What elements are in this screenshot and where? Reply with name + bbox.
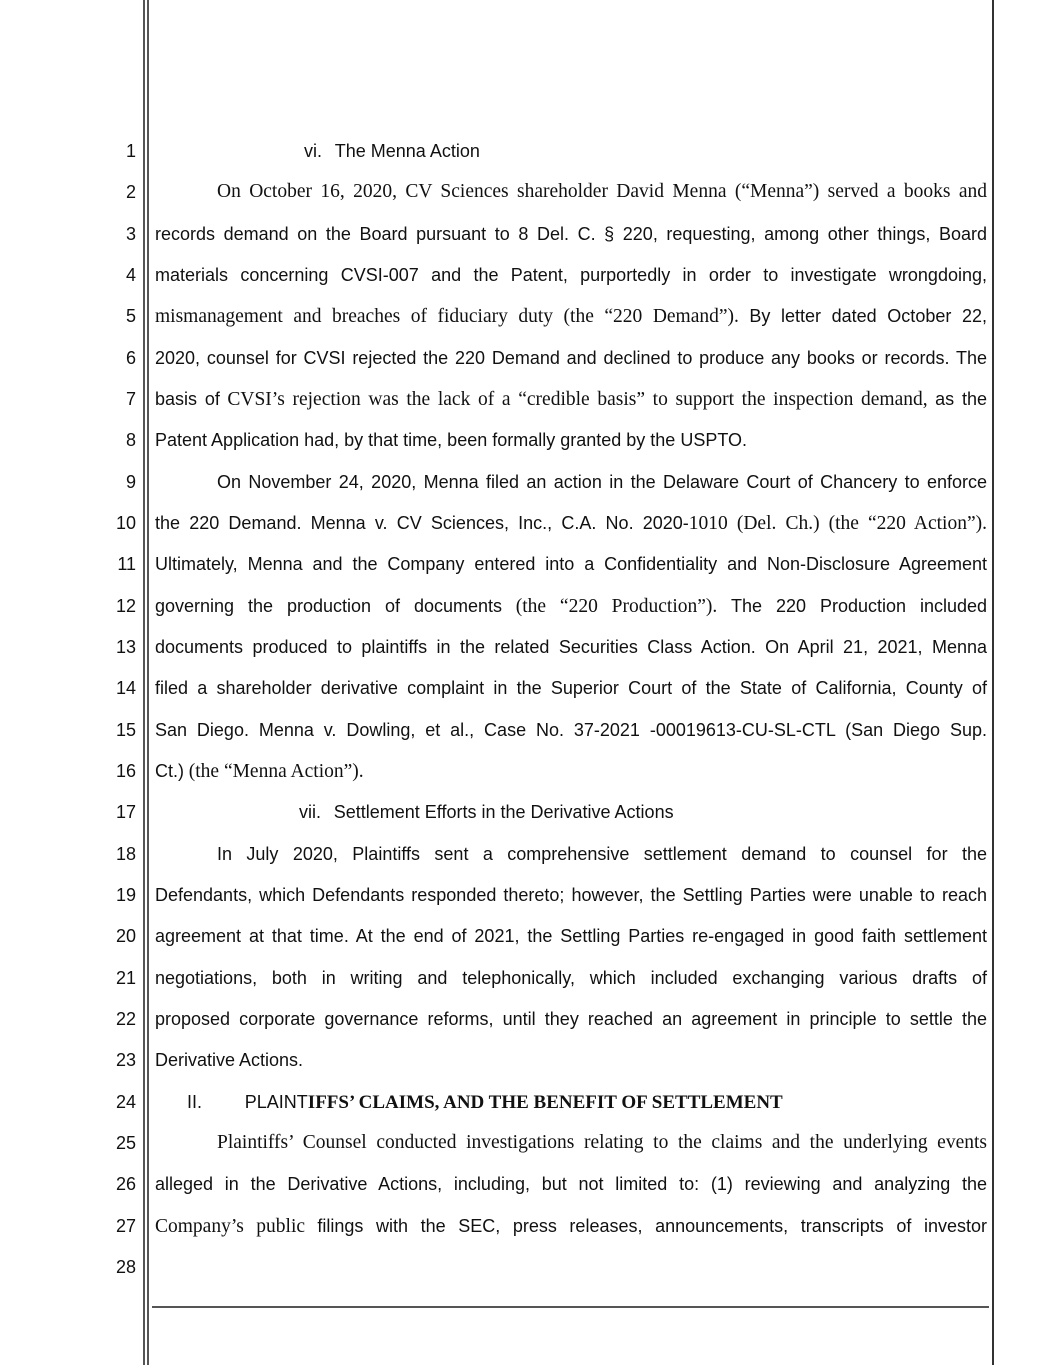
section-title-part: PLAINT <box>244 1092 308 1112</box>
text-run: the 220 Demand. Menna v. CV Sciences, Inc., C.A. No. 2020- <box>155 513 689 533</box>
text-run: Patent Application had, by that time, been formally granted by the USPTO. <box>155 430 748 450</box>
line-number: 8 <box>125 430 136 450</box>
section-numeral: II. <box>187 1092 203 1112</box>
text-run: Ultimately, Menna and the Company entered into a Confidentiality and Non-Disclosure Agreement <box>155 554 987 574</box>
section-numeral: vii. <box>299 802 321 822</box>
text-run: In July 2020, Plaintiffs sent a comprehensive settlement demand to counsel for the <box>217 844 987 864</box>
text-run: documents produced to plaintiffs in the related Securities Class Action. On April 21, 2021, Menna <box>155 637 987 657</box>
body-line-16 <box>155 757 987 785</box>
text-run: governing the production of documents <box>155 596 503 616</box>
body-line-26 <box>155 1170 987 1198</box>
line-number: 4 <box>125 265 136 285</box>
body-line-13 <box>155 633 987 661</box>
text-run: agreement at that time. At the end of 2021, the Settling Parties re-engaged in good faith settlement <box>155 926 987 946</box>
text-run: as the <box>935 389 987 409</box>
body-line-25 <box>155 1129 987 1157</box>
text-run: filed a shareholder derivative complaint in the Superior Court of the State of California, County of <box>155 678 987 698</box>
text-run: mismanagement and breaches of fiduciary duty (the “220 Demand”). <box>155 306 739 327</box>
body-line-4 <box>155 261 987 289</box>
body-line-19 <box>155 881 987 909</box>
body-line-5 <box>155 302 987 330</box>
body-line-6 <box>155 344 987 372</box>
section-numeral: vi. <box>304 141 322 161</box>
line-number: 7 <box>125 389 136 409</box>
section-title: The Menna Action <box>334 141 480 161</box>
left-margin-rule-outer <box>143 0 145 1365</box>
text-run: negotiations, both in writing and telephonically, which included exchanging various drafts of <box>155 968 987 988</box>
text-run: materials concerning CVSI-007 and the Patent, purportedly in order to investigate wrongdoing, <box>155 265 987 285</box>
text-run: Defendants, which Defendants responded thereto; however, the Settling Parties were unable to reach <box>155 885 987 905</box>
text-run: records demand on the Board pursuant to 8 Del. C. § 220, requesting, among other things, Board <box>155 224 987 244</box>
text-run: CVSI’s rejection was the lack of a “credible basis” to support the inspection demand, <box>227 389 928 410</box>
body-line-21 <box>155 964 987 992</box>
text-run: basis of <box>155 389 220 409</box>
right-margin-rule <box>992 0 994 1365</box>
line-number: 12 <box>115 596 136 616</box>
text-run: Ct.) <box>155 761 184 781</box>
line-number: 1 <box>125 141 136 161</box>
text-run: proposed corporate governance reforms, until they reached an agreement in principle to settle the <box>155 1009 987 1029</box>
left-margin-rule-inner <box>147 0 149 1365</box>
line-number: 25 <box>115 1133 136 1153</box>
line-number: 13 <box>115 637 136 657</box>
text-run: alleged in the Derivative Actions, including, but not limited to: (1) reviewing and analyzing the <box>155 1174 987 1194</box>
text-run: Plaintiffs’ Counsel conducted investigations relating to the claims and the underlying events <box>217 1132 987 1153</box>
line-number: 27 <box>115 1216 136 1236</box>
body-line-22 <box>155 1005 987 1033</box>
text-run: Derivative Actions. <box>155 1050 304 1070</box>
body-line-10 <box>155 509 987 537</box>
body-line-11 <box>155 550 987 578</box>
section-heading-vi <box>304 137 704 165</box>
line-number: 21 <box>115 968 136 988</box>
text-run: On October 16, 2020, CV Sciences shareholder David Menna (“Menna”) served a books and <box>217 181 987 202</box>
body-line-14 <box>155 674 987 702</box>
text-run: 1010 (Del. Ch.) (the “220 Action”). <box>688 513 987 534</box>
line-number: 11 <box>117 554 136 574</box>
body-line-18 <box>155 840 987 868</box>
line-number: 9 <box>125 472 136 492</box>
section-title: Settlement Efforts in the Derivative Actions <box>333 802 674 822</box>
text-run: (the “220 Production”). <box>515 596 718 617</box>
text-run: Company’s public <box>155 1216 306 1237</box>
body-line-27 <box>155 1212 987 1240</box>
body-line-7 <box>155 385 987 413</box>
section-heading-vii <box>299 798 799 826</box>
line-number: 22 <box>115 1009 136 1029</box>
footer-rule <box>152 1306 989 1308</box>
line-number: 6 <box>125 348 136 368</box>
body-line-8 <box>155 426 987 454</box>
text-run: filings with the SEC, press releases, announcements, transcripts of investor <box>317 1216 987 1236</box>
body-line-15 <box>155 716 987 744</box>
line-number: 24 <box>115 1092 136 1112</box>
text-run: On November 24, 2020, Menna filed an action in the Delaware Court of Chancery to enforce <box>217 472 987 492</box>
line-number: 14 <box>115 678 136 698</box>
text-run: By letter dated October 22, <box>749 306 988 326</box>
body-line-12 <box>155 592 987 620</box>
line-number: 18 <box>115 844 136 864</box>
line-number: 16 <box>115 761 136 781</box>
text-run: 2020, counsel for CVSI rejected the 220 Demand and declined to produce any books or records. The <box>155 348 987 368</box>
line-number: 5 <box>125 306 136 326</box>
section-title-part: IFFS’ CLAIMS, AND THE BENEFIT OF SETTLEMENT <box>307 1092 783 1113</box>
line-number: 23 <box>115 1050 136 1070</box>
line-number: 3 <box>125 224 136 244</box>
body-line-23 <box>155 1046 987 1074</box>
text-run: San Diego. Menna v. Dowling, et al., Case No. 37-2021 -00019613-CU-SL-CTL (San Diego Sup. <box>155 720 987 740</box>
text-run: The 220 Production included <box>730 596 988 616</box>
body-line-20 <box>155 922 987 950</box>
line-number: 10 <box>115 513 136 533</box>
body-line-9 <box>155 468 987 496</box>
body-line-2 <box>155 178 987 206</box>
line-number: 20 <box>115 926 136 946</box>
line-number: 26 <box>115 1174 136 1194</box>
line-number: 17 <box>115 802 136 822</box>
line-number: 2 <box>125 182 136 202</box>
body-line-3 <box>155 220 987 248</box>
section-heading-II <box>187 1088 887 1116</box>
line-number: 28 <box>115 1257 136 1277</box>
line-number: 15 <box>115 720 136 740</box>
line-number: 19 <box>115 885 136 905</box>
text-run: (the “Menna Action”). <box>188 761 364 782</box>
